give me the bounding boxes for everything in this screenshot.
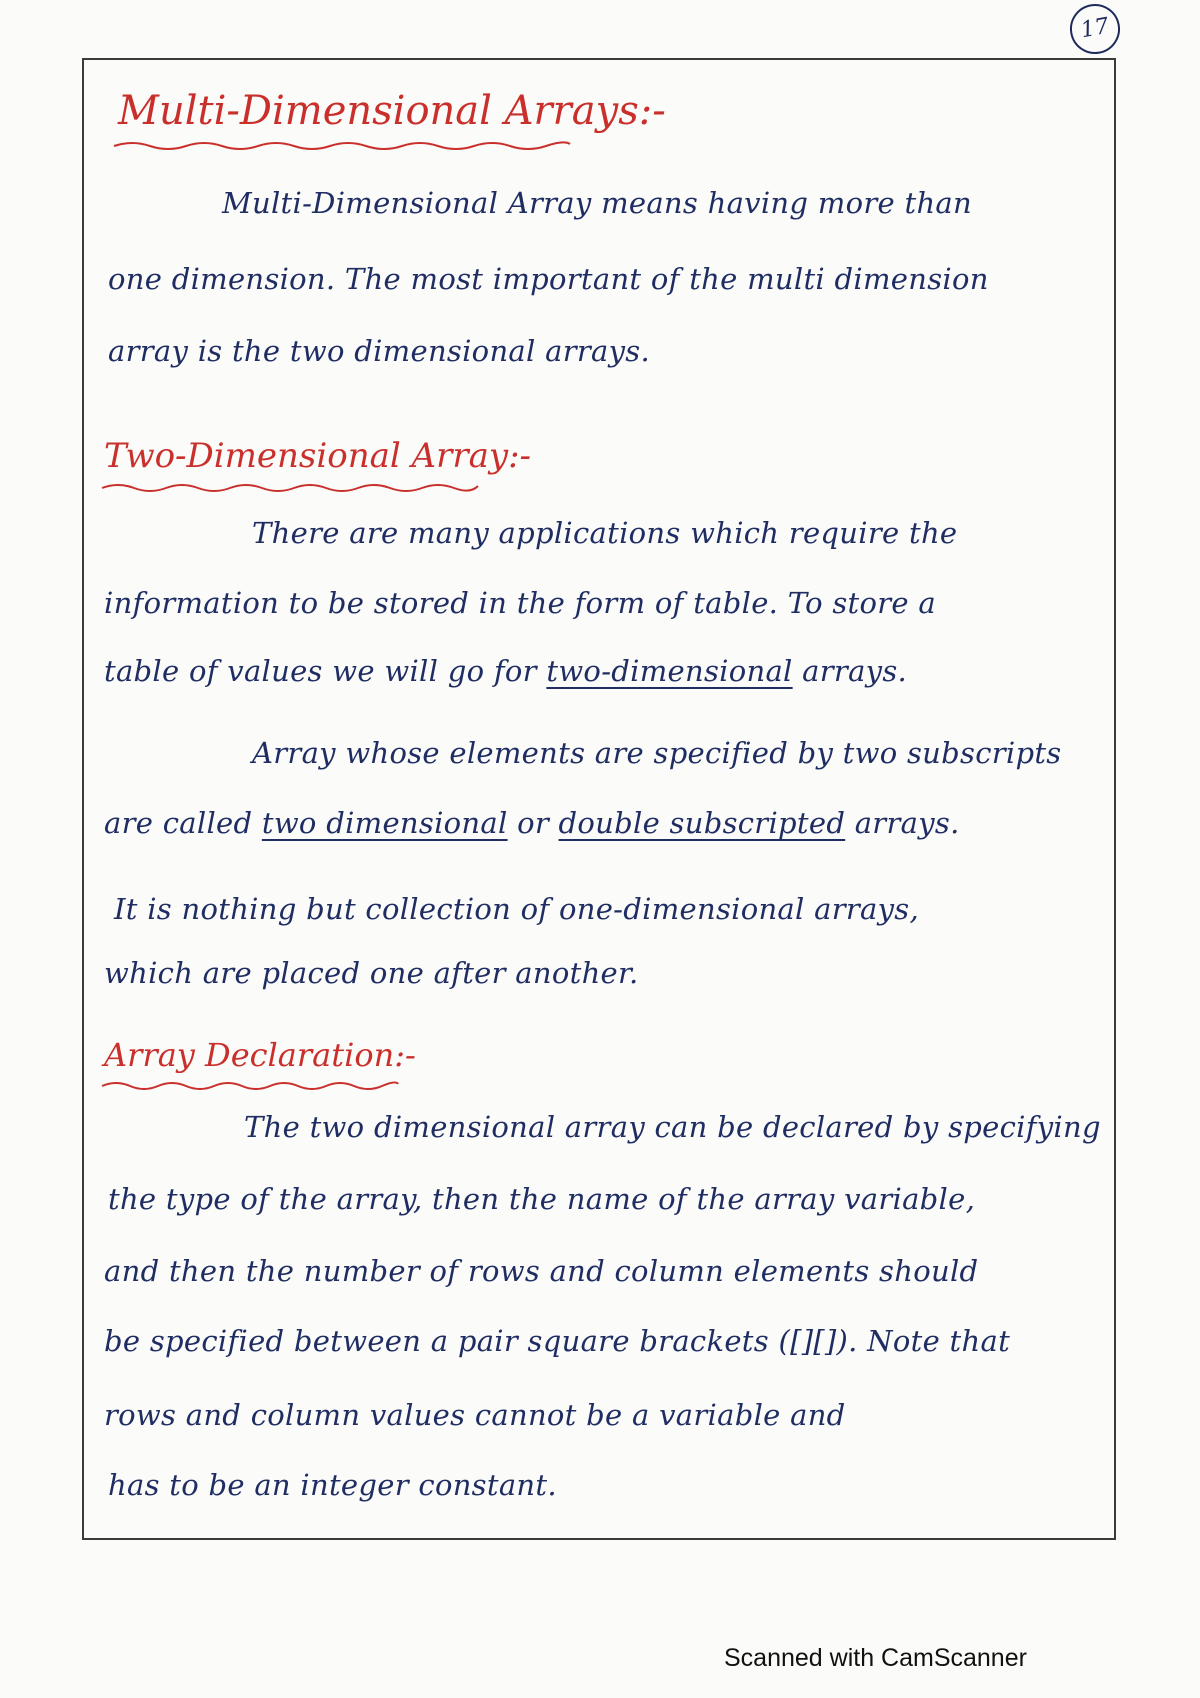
- text-run: table of values we will go for: [104, 654, 547, 688]
- paragraph-line: rows and column values cannot be a variable and: [104, 1398, 846, 1432]
- paragraph-line: [104, 654, 907, 688]
- page-number: 17: [1066, 0, 1124, 58]
- paragraph-line: has to be an integer constant.: [108, 1468, 557, 1502]
- paragraph-line: Array whose elements are specified by two subscripts: [252, 736, 1062, 770]
- paragraph-line: be specified between a pair square brackets ([][]). Note that: [104, 1324, 1011, 1358]
- paragraph-line: Multi-Dimensional Array means having more than: [222, 186, 972, 220]
- underlined-term: two dimensional: [261, 806, 508, 840]
- heading-underline: [100, 480, 480, 483]
- heading-multi-dimensional-arrays: Multi-Dimensional Arrays:-: [118, 88, 666, 134]
- paragraph-line: The two dimensional array can be declared by specifying: [244, 1110, 1101, 1144]
- paragraph-line: and then the number of rows and column elements should: [104, 1254, 979, 1288]
- underlined-term: double subscripted: [558, 806, 846, 840]
- heading-underline: [112, 138, 572, 141]
- paragraph-line: It is nothing but collection of one-dimensional arrays,: [114, 892, 920, 926]
- heading-underline: [100, 1078, 400, 1081]
- text-run: arrays.: [792, 654, 908, 688]
- heading-array-declaration: Array Declaration:-: [104, 1036, 416, 1074]
- paragraph-line: There are many applications which require the: [252, 516, 958, 550]
- paragraph-line: [104, 806, 960, 840]
- paragraph-line: the type of the array, then the name of the array variable,: [108, 1182, 976, 1216]
- paragraph-line: which are placed one after another.: [104, 956, 639, 990]
- paragraph-line: one dimension. The most important of the multi dimension: [108, 262, 989, 296]
- text-run: arrays.: [845, 806, 960, 840]
- heading-two-dimensional-array: Two-Dimensional Array:-: [104, 436, 532, 476]
- paragraph-line: array is the two dimensional arrays.: [108, 334, 650, 368]
- underlined-term: two-dimensional: [546, 654, 793, 688]
- text-run: or: [507, 806, 559, 840]
- text-run: are called: [104, 806, 262, 840]
- paragraph-line: information to be stored in the form of table. To store a: [104, 586, 937, 620]
- scanner-watermark: Scanned with CamScanner: [724, 1644, 1027, 1672]
